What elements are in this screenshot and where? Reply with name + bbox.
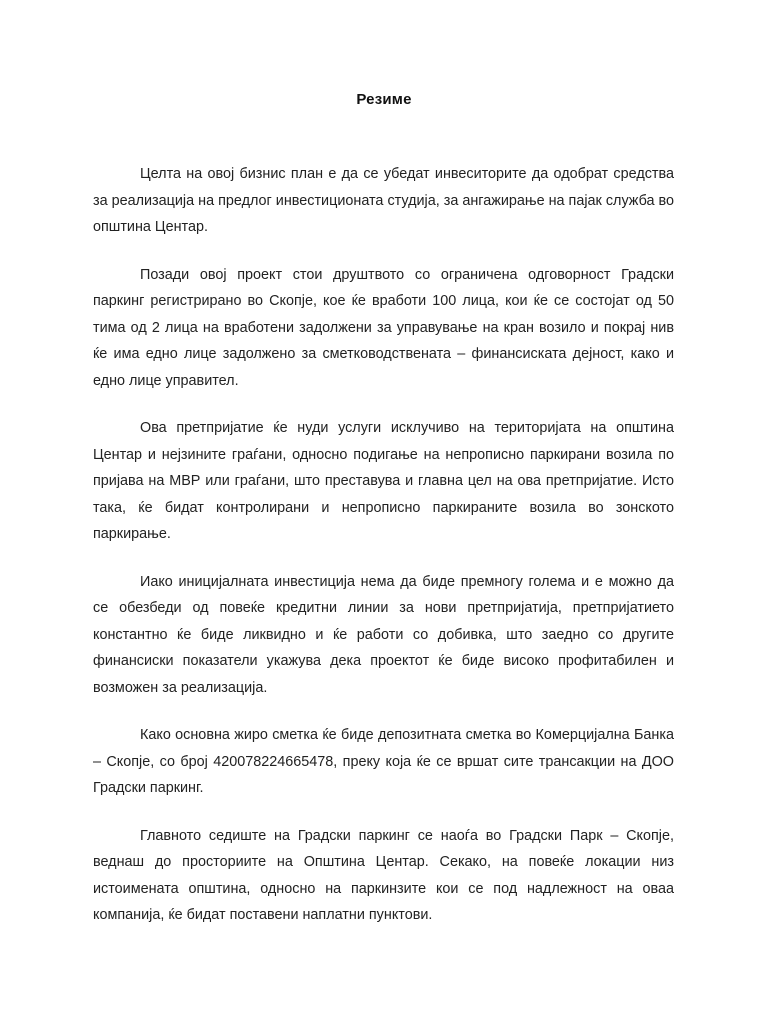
document-body xyxy=(93,161,674,950)
paragraph-services: Ова претпријатие ќе нуди услуги исклучиво на територијата на општина Центар и нејзините граѓани, односно подигање на непрописно паркирани возила по пријава на МВР или граѓани, што преставува и главна цел на ова претпријатие. Исто така, ќе бидат контролирани и непрописно паркираните возила во зонското паркирање. xyxy=(93,420,674,542)
paragraph-purpose: Целта на овој бизнис план е да се убедат инвеситорите да одобрат средства за реализација на предлог инвестиционата студија, за ангажирање на пајак служба во општина Центар. xyxy=(93,166,674,235)
paragraph-investment: Иако иницијалната инвестиција нема да биде премногу голема и е можно да се обезбеди од повеќе кредитни линии за нови претпријатија, претпријатието константно ќе биде ликвидно и ќе работи со добивка, што заедно со другите финансиски показатели укажува дека проектот ќе биде високо профитабилен и возможен за реализација. xyxy=(93,573,674,696)
paragraph-company: Позади овој проект стои друштвото со ограничена одговорност Градски паркинг регистрирано во Скопје, кое ќе вработи 100 лица, кои ќе се состојат од 50 тима од 2 лица на вработени задолжени за управување на кран возило и покрај нив ќе има едно лице задолжено за сметководствената – финансиската дејност, како и едно лице управител. xyxy=(93,266,674,389)
paragraph-bank-account: Како основна жиро сметка ќе биде депозитната сметка во Комерцијална Банка – Скопје, со број 420078224665478, преку која ќе се вршат сите трансакции на ДОО Градски паркинг. xyxy=(93,727,674,796)
paragraph-headquarters: Главното седиште на Градски паркинг се наоѓа во Градски Парк – Скопје, веднаш до просториите на Општина Центар. Секако, на повеќе локации низ истоимената општина, односно на паркинзите кои се под надлежност на оваа компанија, ќе бидат поставени наплатни пунктови. xyxy=(93,827,674,923)
document-title: Резиме xyxy=(356,91,412,108)
